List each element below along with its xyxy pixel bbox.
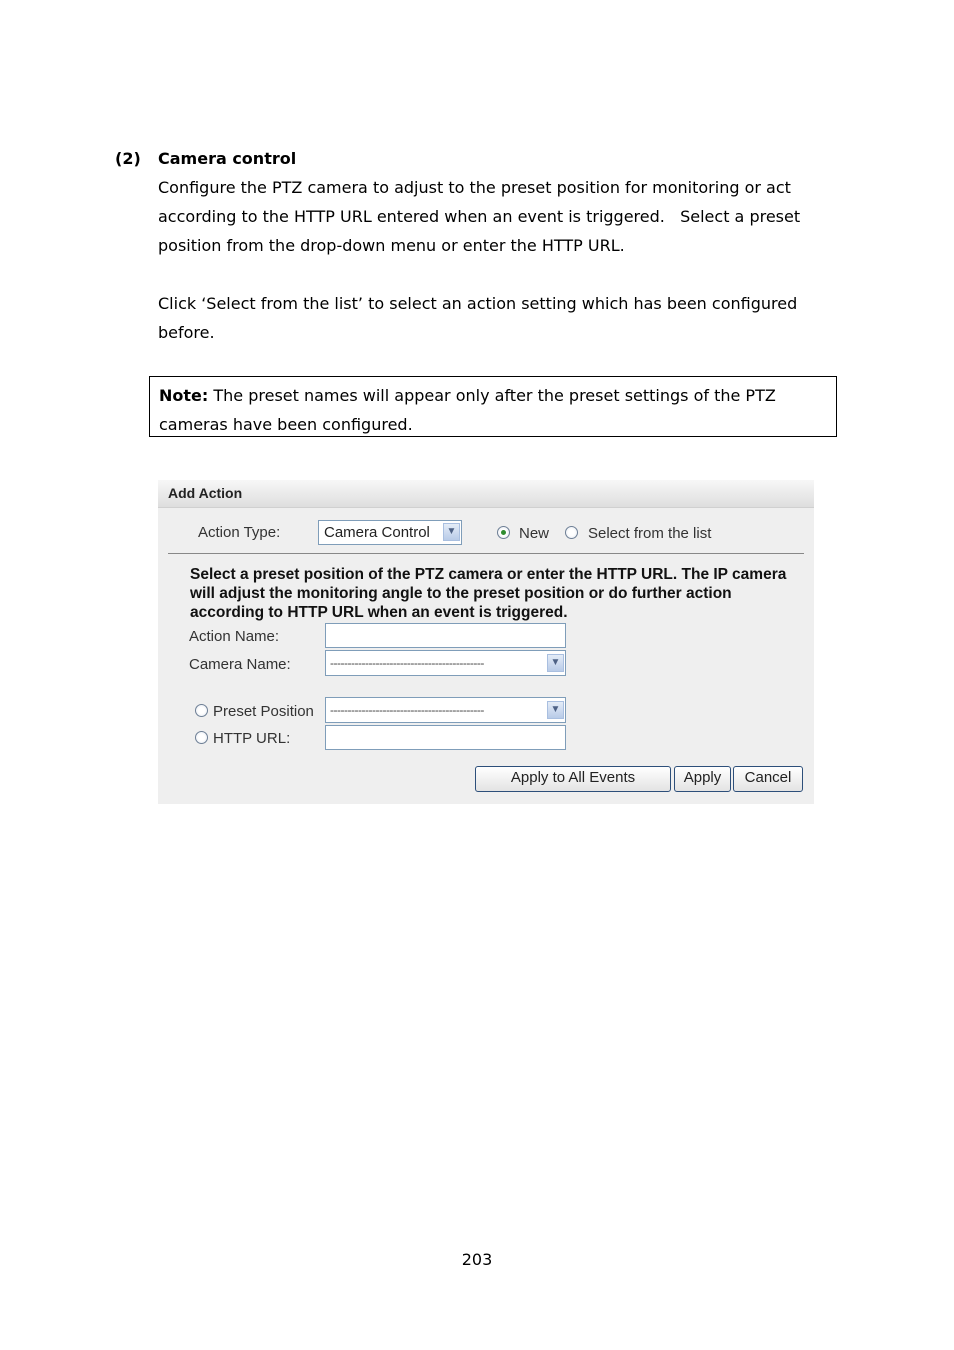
preset-position-select[interactable] — [325, 697, 566, 723]
radio-http-url[interactable] — [195, 731, 208, 744]
action-type-select[interactable] — [318, 520, 462, 545]
note-text: The preset names will appear only after the preset settings of the PTZ cameras have been configured. — [159, 386, 776, 434]
note-label: Note: — [159, 386, 209, 405]
paragraph-2 — [158, 289, 818, 347]
dialog-header — [158, 480, 814, 508]
page-number: 203 — [461, 1250, 493, 1269]
paragraph-1-line-2: according to the HTTP URL entered when an event is triggered. Select a preset — [158, 207, 801, 226]
chevron-down-icon: ▼ — [443, 523, 460, 541]
section-number: (2) — [115, 149, 141, 168]
radio-new[interactable] — [497, 526, 510, 539]
paragraph-1 — [158, 173, 818, 260]
preset-position-value: -------------------------------------------- — [330, 703, 484, 717]
camera-name-select[interactable] — [325, 650, 566, 676]
action-name-input[interactable] — [325, 623, 566, 648]
paragraph-2-line-2: before. — [158, 323, 215, 342]
divider — [168, 553, 804, 554]
radio-select-from-list[interactable] — [565, 526, 578, 539]
camera-name-label: Camera Name: — [189, 656, 291, 673]
chevron-down-icon: ▼ — [547, 654, 564, 672]
paragraph-1-line-3: position from the drop-down menu or enter the HTTP URL. — [158, 236, 625, 255]
radio-preset-position[interactable] — [195, 704, 208, 717]
section-title: Camera control — [158, 149, 297, 168]
http-url-input[interactable] — [325, 725, 566, 750]
chevron-down-icon: ▼ — [547, 701, 564, 719]
paragraph-2-line-1: Click ‘Select from the list’ to select an action setting which has been configured — [158, 294, 798, 313]
http-url-label: HTTP URL: — [213, 730, 291, 747]
apply-button[interactable]: Apply — [674, 766, 731, 792]
radio-select-from-list-label: Select from the list — [588, 525, 712, 542]
action-type-value: Camera Control — [324, 524, 430, 541]
radio-new-label: New — [519, 525, 550, 542]
dialog-description: Select a preset position of the PTZ camera or enter the HTTP URL. The IP camera will adjust the monitoring angle to the preset position or do further action according to HTTP URL when an event is triggered. — [190, 566, 787, 621]
action-name-label: Action Name: — [189, 628, 280, 645]
paragraph-1-line-1: Configure the PTZ camera to adjust to the preset position for monitoring or act — [158, 178, 791, 197]
cancel-button[interactable]: Cancel — [733, 766, 803, 792]
add-action-dialog — [158, 480, 814, 804]
camera-name-value: -------------------------------------------- — [330, 656, 484, 670]
dialog-title: Add Action — [168, 485, 243, 501]
preset-position-label: Preset Position — [213, 703, 314, 720]
apply-to-all-events-button[interactable]: Apply to All Events — [475, 766, 671, 792]
action-type-label: Action Type: — [198, 524, 281, 541]
note-box — [149, 376, 837, 437]
